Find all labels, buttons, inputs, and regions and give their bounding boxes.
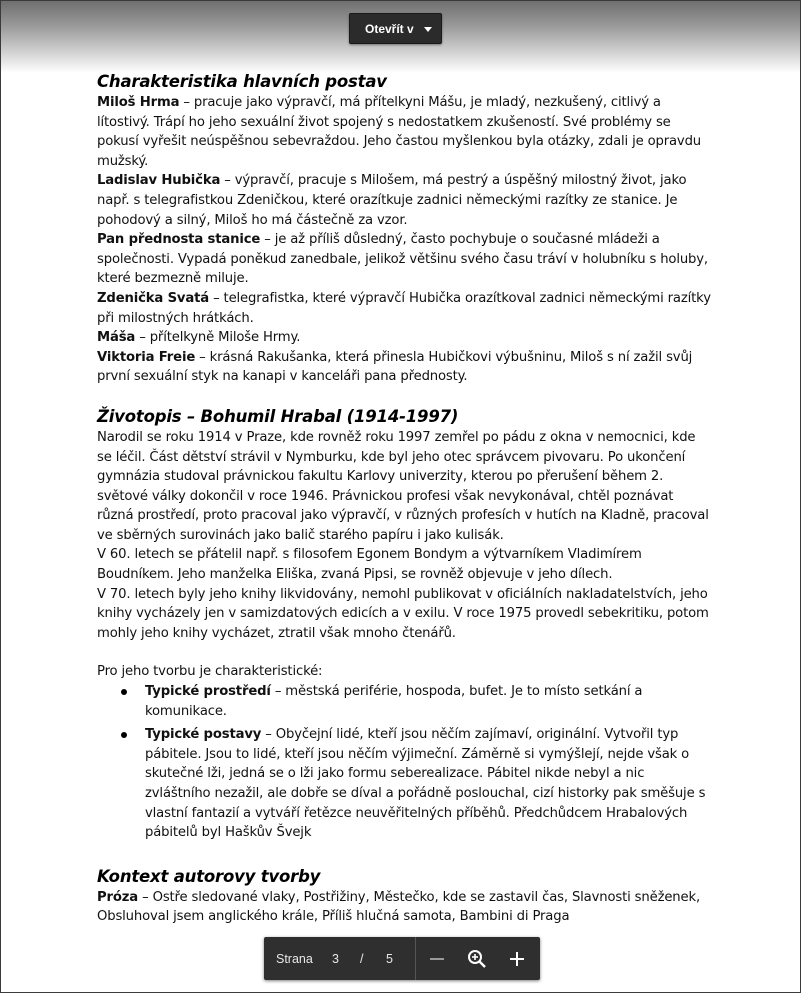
open-with-button[interactable] — [349, 13, 442, 44]
zoom-out-button[interactable] — [424, 946, 450, 972]
prose-text: – Ostře sledované vlaky, Postřižiny, Městečko, kde se zastavil čas, Slavnosti sněženek, Obsluhoval jsem anglického krále, Příliš hlučná samota, Bambini di Praga — [97, 889, 701, 925]
list-item — [145, 682, 712, 721]
list-item-text: – městská periférie, hospoda, bufet. Je to místo setkání a komunikace. — [145, 684, 643, 719]
character-description: – krásná Rakušanka, která přinesla Hubičkovi výbušninu, Miloš s ní zažil svůj první sexuální styk na kanapi v kanceláři pana přednosty. — [97, 349, 693, 385]
list-item — [145, 725, 712, 843]
character-name: Máša — [97, 330, 136, 346]
page-separator: / — [360, 952, 364, 966]
minus-icon — [424, 946, 450, 972]
character-paragraph — [97, 328, 712, 348]
biography-paragraph: V 70. letech byly jeho knihy likvidovány, nemohl publikovat v oficiálních nakladatelstvích, jeho knihy vycházely jen v samizdatových edicích a v exilu. V roce 1975 provedl sebekritiku, potom mohly jeho knihy vycházet, ztratil však mnoho čtenářů. — [97, 586, 709, 641]
character-paragraph — [97, 230, 712, 289]
character-name: Pan přednosta stanice — [97, 232, 261, 248]
character-paragraph — [97, 289, 712, 328]
heading-characters: Charakteristika hlavních postav — [97, 72, 387, 91]
bullet-icon — [121, 689, 127, 695]
zoom-in-button[interactable] — [504, 946, 530, 972]
page-navigation-bar — [264, 937, 540, 980]
characteristic-intro: Pro jeho tvorbu je charakteristické: — [97, 664, 323, 680]
plus-icon — [504, 946, 530, 972]
character-description: – telegrafistka, které výpravčí Hubička orazítkoval zadnici německými razítky při milostných hrátkách. — [97, 290, 711, 326]
biography-paragraph: V 60. letech se přátelil např. s filosofem Egonem Bondym a výtvarníkem Vladimírem Boudníkem. Jeho manželka Eliška, zvaná Pipsi, se rovněž objevuje v jeho dílech. — [97, 547, 642, 583]
character-name: Ladislav Hubička — [97, 173, 221, 189]
current-page-number[interactable]: 3 — [332, 952, 339, 966]
magnifier-icon — [464, 946, 490, 972]
page-label: Strana — [276, 952, 313, 966]
list-item-text: – Obyčejní lidé, kteří jsou něčím zajímaví, originální. Vytvořil typ pábitele. Jsou to lidé, kteří jsou něčím výjimeční. Záměrně si vymýšlejí, nejde však o skutečné lži, jedná se o lži jako formu seberealizace. Pábitel nikde nebyl a nic zvláštního nezažil, ale dobře se díval a pořádně poslouchal, cizí historky pak směšuje s vlastní fantazií a vytváří řetězce neuvěřitelných příběhů. Předchůdcem Hrabalových pábitelů byl Haškův Švejk — [145, 727, 706, 841]
biography-paragraph: Narodil se roku 1914 v Praze, kde rovněž roku 1997 zemřel po pádu z okna v nemocnici, kde se léčil. Část dětství strávil v Nymburku, kde byl jeho otec správcem pivovaru. Po ukončení gymnázia studoval právnickou fakultu Karlovy univerzity, kterou po přerušení během 2. světové války dokončil v roce 1946. Právnickou profesi však nevykonával, chtěl poznávat různá prostředí, proto pracoval jako výpravčí, v různých profesích v hutích na Kladně, pracoval ve sběrných surovinách jako balič starého papíru i jako kulisák. — [97, 429, 709, 543]
prose-paragraph — [97, 888, 712, 927]
character-description: – pracuje jako výpravčí, má přítelkyni Mášu, je mladý, nezkušený, citlivý a lítostivý. Trápí ho jeho sexuální život spojený s nedostatkem zkušeností. Své problémy se pokusí vyřešit neúspěšnou sebevraždou. Jeho častou myšlenkou byla otázky, zdali je opravdu mužský. — [97, 95, 702, 169]
character-name: Zdenička Svatá — [97, 290, 210, 306]
characteristic-list — [97, 682, 712, 843]
list-item-term: Typické prostředí — [145, 684, 271, 700]
divider — [415, 937, 416, 980]
dropdown-caret-icon — [424, 27, 432, 32]
list-item-term: Typické postavy — [145, 727, 262, 743]
character-description: – přítelkyně Miloše Hrmy. — [135, 330, 301, 346]
prose-term: Próza — [97, 889, 139, 905]
character-paragraph — [97, 348, 712, 387]
bullet-icon — [121, 732, 127, 738]
character-name: Miloš Hrma — [97, 95, 180, 110]
character-paragraph — [97, 171, 712, 230]
open-with-label: Otevřít v — [365, 21, 414, 36]
character-paragraph — [97, 93, 712, 171]
character-description: – výpravčí, pracuje s Milošem, má pestrý a úspěšný milostný život, jako např. s telegrafistkou Zdeničkou, které orazítkuje zadnici německými razítky ze stanice. Je pohodový a silný, Miloš ho má částečně za vzor. — [97, 173, 687, 228]
heading-context: Kontext autorovy tvorby — [97, 866, 321, 886]
character-description: – je až příliš důsledný, často pochybuje o současné mládeži a společnosti. Vypadá poněkud zanedbale, jelikož většinu svého času tráví v holubníku s holuby, které bezmezně miluje. — [97, 232, 708, 287]
heading-biography: Životopis – Bohumil Hrabal (1914-1997) — [97, 406, 459, 426]
character-name: Viktoria Freie — [97, 349, 196, 365]
document-page — [97, 71, 712, 927]
total-pages: 5 — [386, 952, 393, 966]
zoom-reset-button[interactable] — [464, 946, 490, 972]
